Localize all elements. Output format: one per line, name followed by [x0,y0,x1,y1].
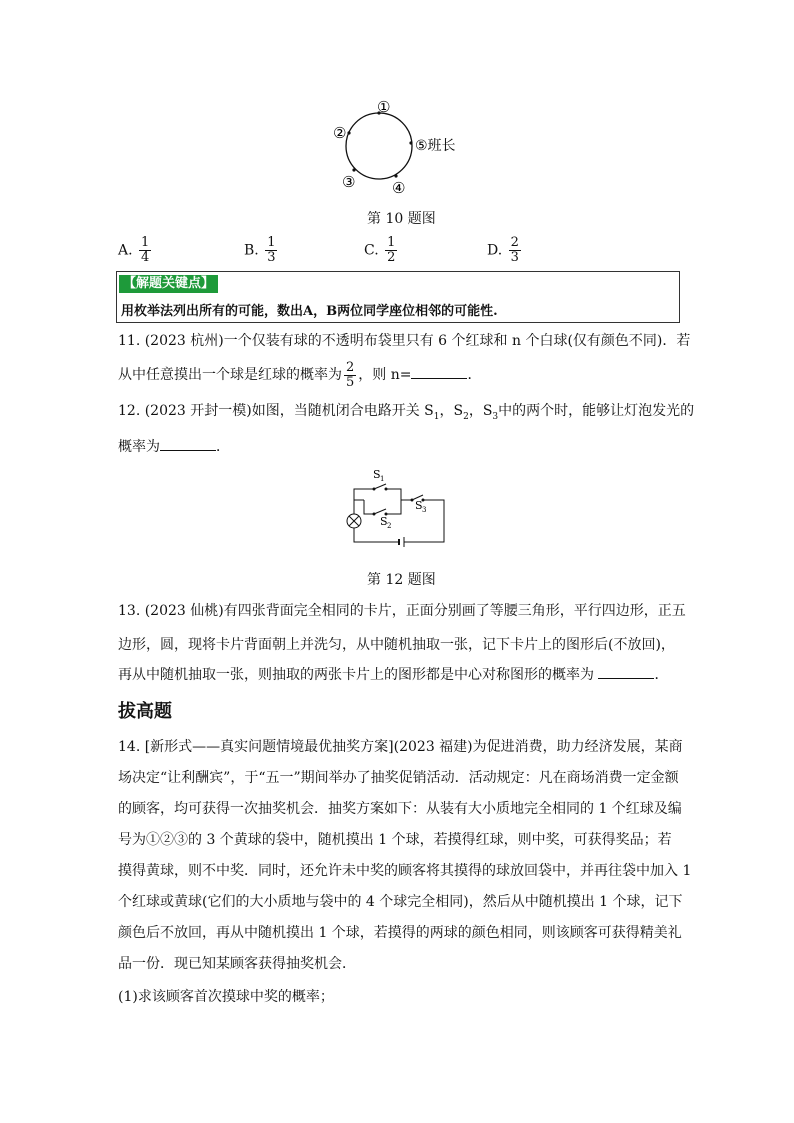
seating-circle [346,113,412,179]
q13-text: ． [654,667,669,683]
q11-line1: 11. (2023 杭州)一个仅装有球的不透明布袋里只有 6 个红球和 n 个白球(仅有颜色不同)．若 [118,333,691,349]
q14-line: 场决定“让利酬宾”，于“五一”期间举办了抽奖促销活动．活动规定：凡在商场消费一定金额 [118,770,679,786]
q11-answer-blank[interactable] [411,364,467,379]
q14-line: 个红球或黄球(它们的大小质地与袋中的 4 个球完全相同)，然后从中随机摸出 1 个球，记下 [118,894,683,910]
q14-line: 颜色后不放回，再从中随机摸出 1 个球，若摸得的两球的颜色相同，则该顾客可获得精美礼 [118,925,682,941]
switch-sub-s2: 2 [387,522,392,530]
contact-dot [373,488,376,491]
q12-line2 [118,436,678,457]
q11-text: ． [467,367,482,383]
q11-line2 [118,360,678,390]
seat-label-1: ① [377,98,391,116]
q13-line2: 边形，圆，现将卡片背面朝上并洗匀，从中随机抽取一张，记下卡片上的图形后(不放回)， [118,637,675,653]
q12-text: 12. (2023 开封一模)如图，当随机闭合电路开关 S [118,403,434,419]
seating-circle-figure [320,96,470,196]
q12-line1 [118,401,695,427]
seat-dot-4 [394,174,397,177]
figure12-caption: 第 12 题图 [367,572,436,588]
switch-label-s2: S [380,515,388,528]
q13-line1: 13. (2023 仙桃)有四张背面完全相同的卡片，正面分别画了等腰三角形，平行四边形，正五 [118,603,686,619]
q12-text: ，S [468,403,493,419]
keypoint-text: 用枚举法列出所有的可能，数出A，B两位同学座位相邻的可能性. [121,304,498,319]
option-b[interactable] [244,236,279,265]
option-d[interactable] [487,236,523,265]
q14-subquestion-1: (1)求该顾客首次摸球中奖的概率； [118,989,334,1005]
q12-sub: 3 [492,411,499,422]
q12-text: ． [216,439,230,455]
seat-label-3: ③ [342,173,356,191]
seat-label-2: ② [333,124,347,142]
q11-fraction: $\frac{2}{5}$ [346,359,355,390]
contact-dot [411,499,414,502]
q11-text: 从中任意摸出一个球是红球的概率为 [118,367,342,383]
switch-s1 [374,484,386,489]
figure10-caption: 第 10 题图 [367,211,436,227]
circuit-figure [340,462,455,554]
option-fraction: $\frac{2}{3}$ [510,235,519,265]
switch-sub-s3: 3 [422,506,427,514]
option-letter: A. [118,242,133,259]
option-c[interactable] [364,236,399,265]
seat-label-4: ④ [392,179,406,196]
q13-text: 再从中随机抽取一张，则抽取的两张卡片上的图形都是中心对称图形的概率为 [118,667,594,683]
q14-line: 14. [新形式——真实问题情境最优抽奖方案](2023 福建)为促进消费，助力经济发展，某商 [118,739,683,755]
wire-bottom [354,528,399,542]
keypoint-box [116,271,680,323]
option-fraction: $\frac{1}{3}$ [267,235,276,265]
switch-sub-s1: 1 [380,475,385,483]
option-letter: D. [487,242,503,259]
q12-text: 中的两个时，能够让灯泡发光的 [498,403,695,419]
option-a[interactable] [118,236,153,265]
seat-label-5: ⑤班长 [415,138,456,154]
wire-s1-right [386,489,401,500]
q11-text: ，则 n= [358,367,412,383]
q12-text: ，S [439,403,464,419]
contact-dot [385,488,388,491]
q12-sub: 1 [433,411,440,422]
q12-sub: 2 [463,411,469,422]
wire-s2-right [386,500,401,514]
seat-dot-2 [347,131,350,134]
keypoint-tag: 【解题关键点】 [119,275,218,293]
contact-dot [373,513,376,516]
q12-answer-blank[interactable] [160,436,216,451]
q13-answer-blank[interactable] [598,664,654,679]
seat-dot-5 [409,141,412,144]
q12-text: 概率为 [118,439,160,455]
q14-line: 号为①②③的 3 个黄球的袋中，随机摸出 1 个球，若摸得红球，则中奖，可获得奖品；若 [118,832,672,848]
switch-label-s1: S [373,468,381,481]
option-fraction: $\frac{1}{2}$ [387,235,396,265]
option-letter: B. [244,242,259,259]
switch-label-s3: S [415,499,423,512]
q13-line3 [118,664,678,685]
option-letter: C. [364,242,379,259]
option-fraction: $\frac{1}{4}$ [141,235,150,265]
wire-s2-branch [364,500,374,514]
switch-s2 [374,509,386,514]
q14-line: 品一份．现已知某顾客获得抽奖机会． [118,956,356,972]
seat-dot-3 [352,168,355,171]
section-title: 拔高题 [118,701,172,722]
q14-line: 的顾客，均可获得一次抽奖机会．抽奖方案如下：从装有大小质地完全相同的 1 个红球及编 [118,801,682,817]
q14-line: 摸得黄球，则不中奖．同时，还允许未中奖的顾客将其摸得的球放回袋中，并再往袋中加入 1 [118,863,692,879]
